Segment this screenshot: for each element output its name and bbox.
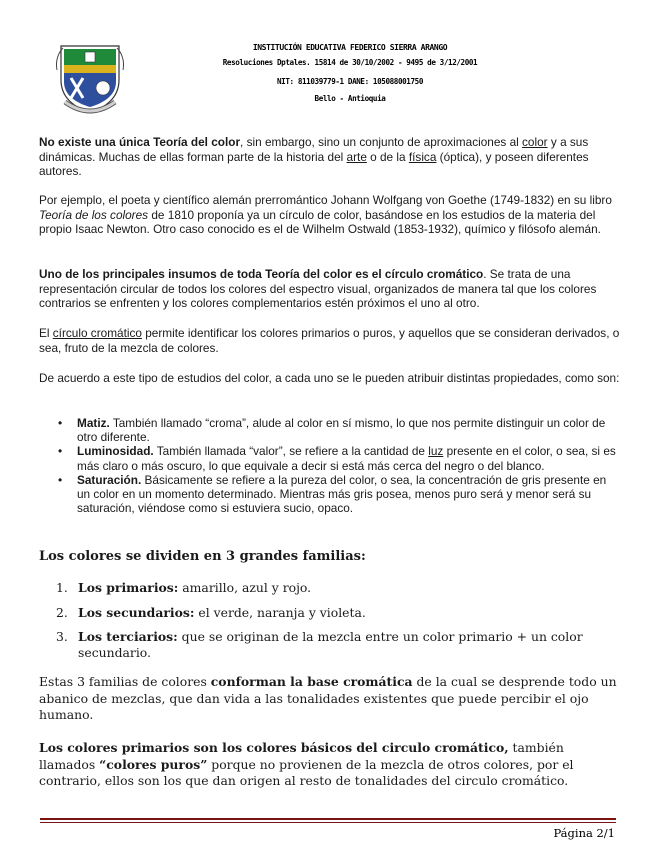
- families-list: [56, 580, 616, 669]
- text: de 1810 proponía ya un círculo de color, basándose en los estudios de la materia del propio Isaac Newton. Otro caso conocido es el de Wilhelm Ostwald (1853-1932), químico y filósofo alemán.: [39, 207, 601, 236]
- text: de la cual se desprende todo un abanico de mezclas, que dan vida a las tonalidades existentes que puede percibir el ojo humano.: [39, 674, 617, 722]
- bold-text: Matiz.: [77, 416, 110, 430]
- bold-text: Los colores primarios son los colores básicos del circulo cromático,: [39, 740, 509, 755]
- link-luz[interactable]: luz: [428, 444, 444, 459]
- text: , sin embargo, sino un conjunto de aproximaciones al: [240, 135, 523, 149]
- bold-text: Los primarios:: [78, 580, 179, 595]
- bold-text: Luminosidad.: [77, 444, 154, 459]
- paragraph-color-theory-intro: [39, 135, 621, 179]
- text: amarillo, azul y rojo.: [178, 580, 312, 595]
- text: y a sus dinámicas. Muchas de ellas forman parte de la historia del: [39, 135, 589, 164]
- page-number: Página 2/1: [553, 826, 615, 840]
- list-item-matiz: [58, 416, 618, 444]
- list-item-secundarios: [56, 605, 616, 621]
- list-item-primarios: [56, 580, 616, 596]
- link-circulo-cromatico[interactable]: círculo cromático: [52, 326, 142, 340]
- bold-text: Uno de los principales insumos de toda Teoría del color es el círculo cromático: [39, 267, 484, 281]
- text: Básicamente se refiere a la pureza del color, o sea, la concentración de gris presente en un color en un momento determinado. Mientras más gris posea, menos puro será y menor será su saturación, viéndose como si estuviera sucio, opaco.: [77, 472, 607, 516]
- bold-text: “colores puros”: [99, 756, 208, 772]
- list-number: 3.: [56, 629, 68, 644]
- list-number: 2.: [56, 604, 68, 620]
- link-arte[interactable]: arte: [346, 149, 367, 164]
- list-item-luminosidad: [58, 444, 618, 472]
- paragraph-properties-intro: [39, 371, 621, 386]
- text: permite identificar los colores primarios o puros, y aquellos que se consideran derivados, o sea, fruto de la mezcla de colores.: [39, 326, 620, 355]
- text: El: [39, 326, 53, 340]
- text: Por ejemplo, el poeta y científico alemán prerromántico Johann Wolfgang von Goethe (1749-1832) en su libro: [39, 193, 612, 207]
- resolutions-line: Resoluciones Dptales. 15814 de 30/10/2002 - 9495 de 3/12/2001: [222, 58, 478, 67]
- paragraph-primary-colors: [39, 740, 621, 790]
- families-heading: Los colores se dividen en 3 grandes familias:: [39, 549, 366, 564]
- nit-dane-line: NIT: 811039779-1 DANE: 105088001750: [276, 77, 423, 86]
- bold-text: Los secundarios:: [78, 604, 195, 620]
- city-line: Bello - Antioquia: [314, 94, 386, 103]
- bold-text: No existe una única Teoría del color: [39, 135, 241, 149]
- school-crest-icon: [55, 40, 125, 116]
- text: Estas 3 familias de colores: [39, 674, 211, 689]
- paragraph-chromatic-circle: [39, 267, 621, 311]
- text: . Se trata de una representación circular de todos los colores del espectro visual, organizados de manera tal que los colores contrarios se enfrenten y los colores complementarios estén próximos el uno al otro.: [39, 267, 597, 310]
- text: presente en el color, o sea, si es más claro o más oscuro, lo que equivale a decir si está más cerca del negro o del blanco.: [77, 444, 616, 473]
- text: También llamada “valor”, se refiere a la cantidad de: [153, 444, 429, 459]
- text: También llamado “croma”, alude al color en sí mismo, lo que nos permite distinguir un color de otro diferente.: [77, 416, 606, 445]
- text: el verde, naranja y violeta.: [194, 604, 366, 620]
- book-title: Teoría de los colores: [39, 207, 149, 222]
- bold-text: conforman la base cromática: [210, 674, 413, 689]
- list-number: 1.: [56, 580, 68, 595]
- text: o de la: [366, 149, 409, 164]
- text: (óptica), y poseen diferentes autores.: [39, 149, 589, 178]
- link-fisica[interactable]: física: [408, 149, 437, 164]
- institution-name: INSTITUCIÓN EDUCATIVA FEDERICO SIERRA ARANGO: [252, 43, 448, 52]
- paragraph-goethe: [39, 193, 621, 237]
- paragraph-circle-identify: [39, 326, 621, 355]
- bold-text: Los terciarios:: [78, 629, 178, 644]
- footer-rule: [40, 818, 616, 820]
- text: también llamados: [39, 740, 564, 772]
- properties-list: [58, 416, 618, 515]
- link-color[interactable]: color: [522, 135, 548, 149]
- paragraph-chromatic-base: [39, 674, 621, 724]
- list-item-saturacion: [58, 473, 618, 516]
- bold-text: Saturación.: [77, 472, 142, 487]
- list-item-terciarios: [56, 629, 616, 660]
- text: que se originan de la mezcla entre un color primario + un color secundario.: [78, 629, 583, 660]
- footer-rule-thin: [40, 822, 616, 823]
- text: De acuerdo a este tipo de estudios del color, a cada uno se le pueden atribuir distintas propiedades, como son:: [39, 371, 620, 385]
- text: porque no provienen de la mezcla de otros colores, por el contrario, ellos son los que dan origen al resto de tonalidades del circulo cromático.: [39, 756, 574, 788]
